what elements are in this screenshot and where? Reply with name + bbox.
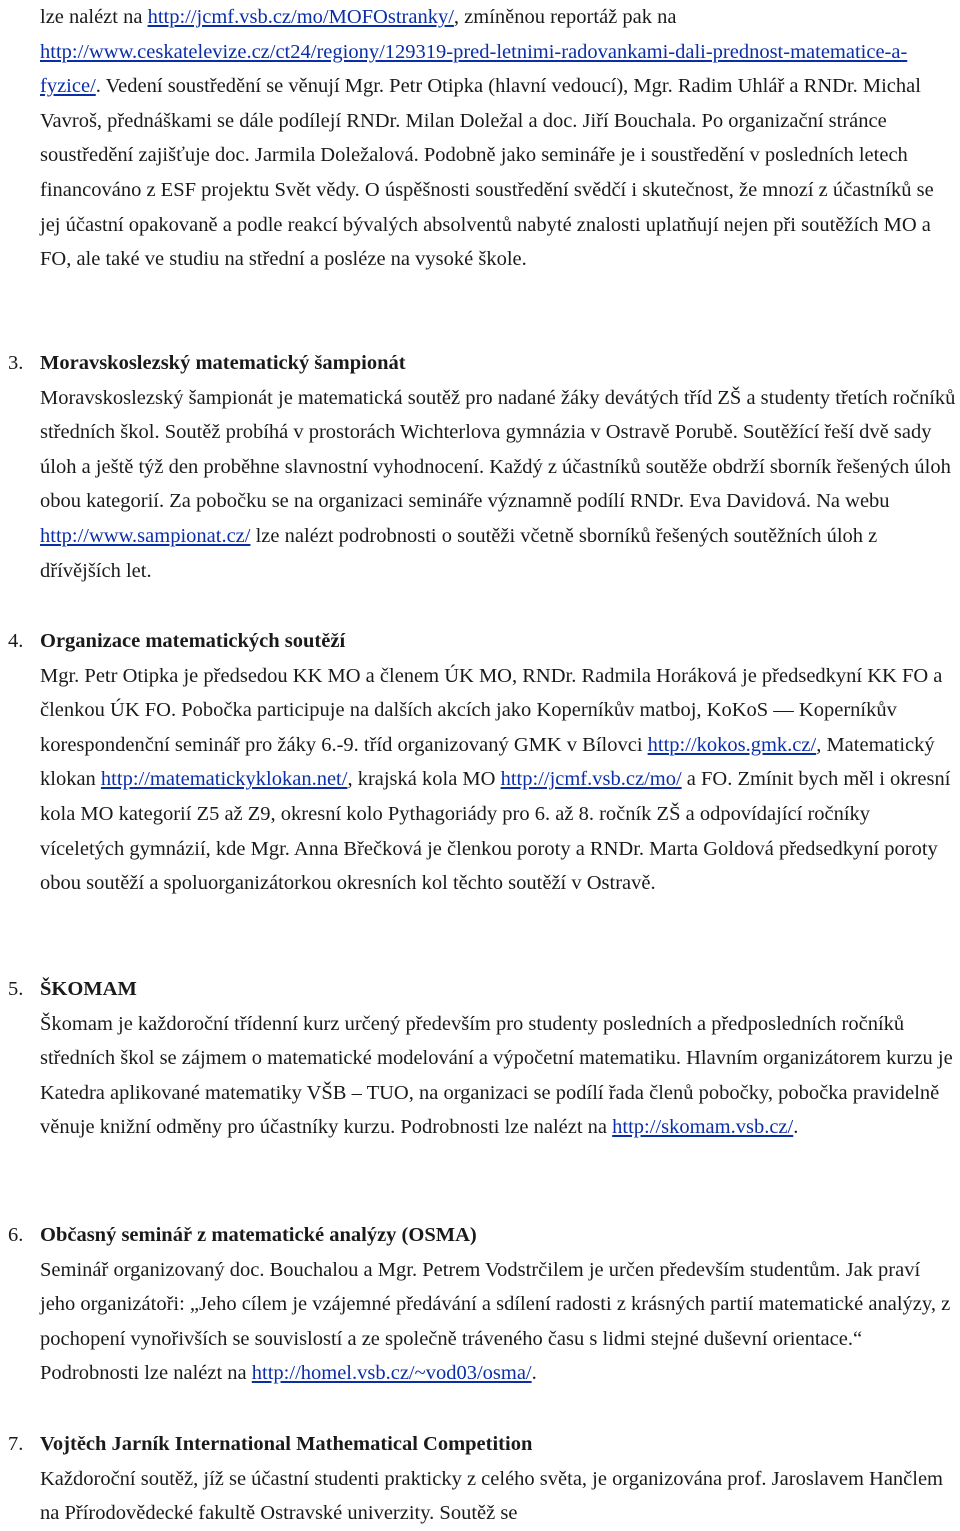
- section-number: 6.: [8, 1224, 24, 1246]
- link-osma[interactable]: http://homel.vsb.cz/~vod03/osma/: [251, 1362, 532, 1385]
- link-matematicky-klokan[interactable]: http://matematickyklokan.net/: [100, 768, 348, 791]
- intro-paragraph: [40, 0, 958, 277]
- section-heading: Vojtěch Jarník International Mathematical Competition: [40, 1433, 533, 1455]
- section-text: Mgr. Petr Otipka je předsedou KK MO a členem ÚK MO, RNDr. Radmila Horáková je předsedkyní KK FO a členkou ÚK FO. Pobočka participuje na dalších akcích jako Koperníkův matboj, KoKoS — Koperníkův korespondenční seminář pro žáky 6.-9. tříd organizovaný GMK v Bílovci: [40, 664, 943, 756]
- section-text: , krajská kola MO: [347, 768, 501, 791]
- intro-text-3: . Vedení soustředění se věnují Mgr. Petr Otipka (hlavní vedoucí), Mgr. Radim Uhlář a RNDr. Michal Vavroš, přednáškami se dále podílejí RNDr. Milan Doležal a doc. Jiří Bouchala. Po organizační stránce soustředění zajišťuje doc. Jarmila Doležalová. Podobně jako semináře je i soustředění v posledních letech financováno z ESF projektu Svět vědy. O úspěšnosti soustředění svědčí i skutečnost, že mnozí z účastníků se jej účastní opakovaně a podle reakcí bývalých absolventů nabyté znalosti uplatňují nejen při soutěžích MO a FO, ale také ve studiu na střední a posléze na vysoké škole.: [40, 75, 934, 271]
- section-heading: Moravskoslezský matematický šampionát: [40, 352, 406, 374]
- link-skomam[interactable]: http://skomam.vsb.cz/: [612, 1116, 794, 1139]
- link-jcmf-mof[interactable]: http://jcmf.vsb.cz/mo/MOFOstranky/: [147, 6, 454, 28]
- section-text: .: [531, 1362, 537, 1385]
- section-number: 5.: [8, 978, 24, 1000]
- section-number: 7.: [8, 1433, 24, 1455]
- section-text: a FO. Zmínit bych měl i okresní kola MO kategorií Z5 až Z9, okresní kolo Pythagoriády pro 6. až 8. ročník ZŠ a odpovídající ročníky víceletých gymnázií, kde Mgr. Anna Břečková je členkou poroty a RNDr. Marta Goldová předsedkyní poroty obou soutěží a spoluorganizátorkou okresních kol těchto soutěží v Ostravě.: [40, 768, 951, 895]
- section-text: , Matematický klokan: [40, 733, 935, 791]
- section-text: Moravskoslezský šampionát je matematická soutěž pro nadané žáky devátých tříd ZŠ a studenty třetích ročníků středních škol. Soutěž probíhá v prostorách Wichterlova gymnázia v Ostravě Porubě. Soutěžící řeší dvě sady úloh a ještě týž den proběhne slavnostní vyhodnocení. Každý z účastníků soutěže obdrží sborník řešených úloh obou kategorií. Za pobočku se na organizaci semináře významně podílí RNDr. Eva Davidová. Na webu: [40, 386, 956, 513]
- section-text: .: [793, 1116, 799, 1139]
- section-heading: Občasný seminář z matematické analýzy (OSMA): [40, 1224, 477, 1246]
- section-text: Seminář organizovaný doc. Bouchalou a Mgr. Petrem Vodstrčilem je určen především studentům. Jak praví jeho organizátoři: „Jeho cílem je vzájemné předávání a sdílení radosti z krásných partií matematické analýzy, z pochopení vynořivších se souvislostí a ze společně tráveného času s lidmi stejné duševní orientace.“ Podrobnosti lze nalézt na: [40, 1258, 951, 1385]
- intro-text-2: , zmíněnou reportáž pak na: [453, 6, 677, 28]
- section-text: lze nalézt podrobnosti o soutěži včetně sborníků řešených soutěžních úloh z dřívějších let.: [40, 524, 878, 582]
- link-jcmf-mo[interactable]: http://jcmf.vsb.cz/mo/: [500, 768, 682, 791]
- link-kokos[interactable]: http://kokos.gmk.cz/: [647, 733, 817, 756]
- section-heading: ŠKOMAM: [40, 978, 137, 1000]
- section-text: Škomam je každoroční třídenní kurz určený především pro studenty posledních a předposledních ročníků středních škol se zájmem o matematické modelování a výpočetní matematiku. Hlavním organizátorem kurzu je Katedra aplikované matematiky VŠB – TUO, na organizaci se podílí řada členů pobočky, pobočka pravidelně věnuje knižní odměny pro účastníky kurzu. Podrobnosti lze nalézt na: [40, 1012, 953, 1139]
- link-sampionat[interactable]: http://www.sampionat.cz/: [40, 524, 251, 547]
- section-text: Každoroční soutěž, jíž se účastní studenti prakticky z celého světa, je organizována prof. Jaroslavem Hančlem na Přírodovědecké fakultě Ostravské univerzity. Soutěž se: [40, 1467, 944, 1525]
- intro-text-1: lze nalézt na: [40, 6, 148, 28]
- section-number: 4.: [8, 630, 24, 652]
- section-heading: Organizace matematických soutěží: [40, 630, 346, 652]
- link-ceskatelevize[interactable]: http://www.ceskatelevize.cz/ct24/regiony/129319-pred-letnimi-radovankami-dali-prednost-matematice-a-fyzice/: [40, 40, 908, 98]
- section-number: 3.: [8, 352, 24, 374]
